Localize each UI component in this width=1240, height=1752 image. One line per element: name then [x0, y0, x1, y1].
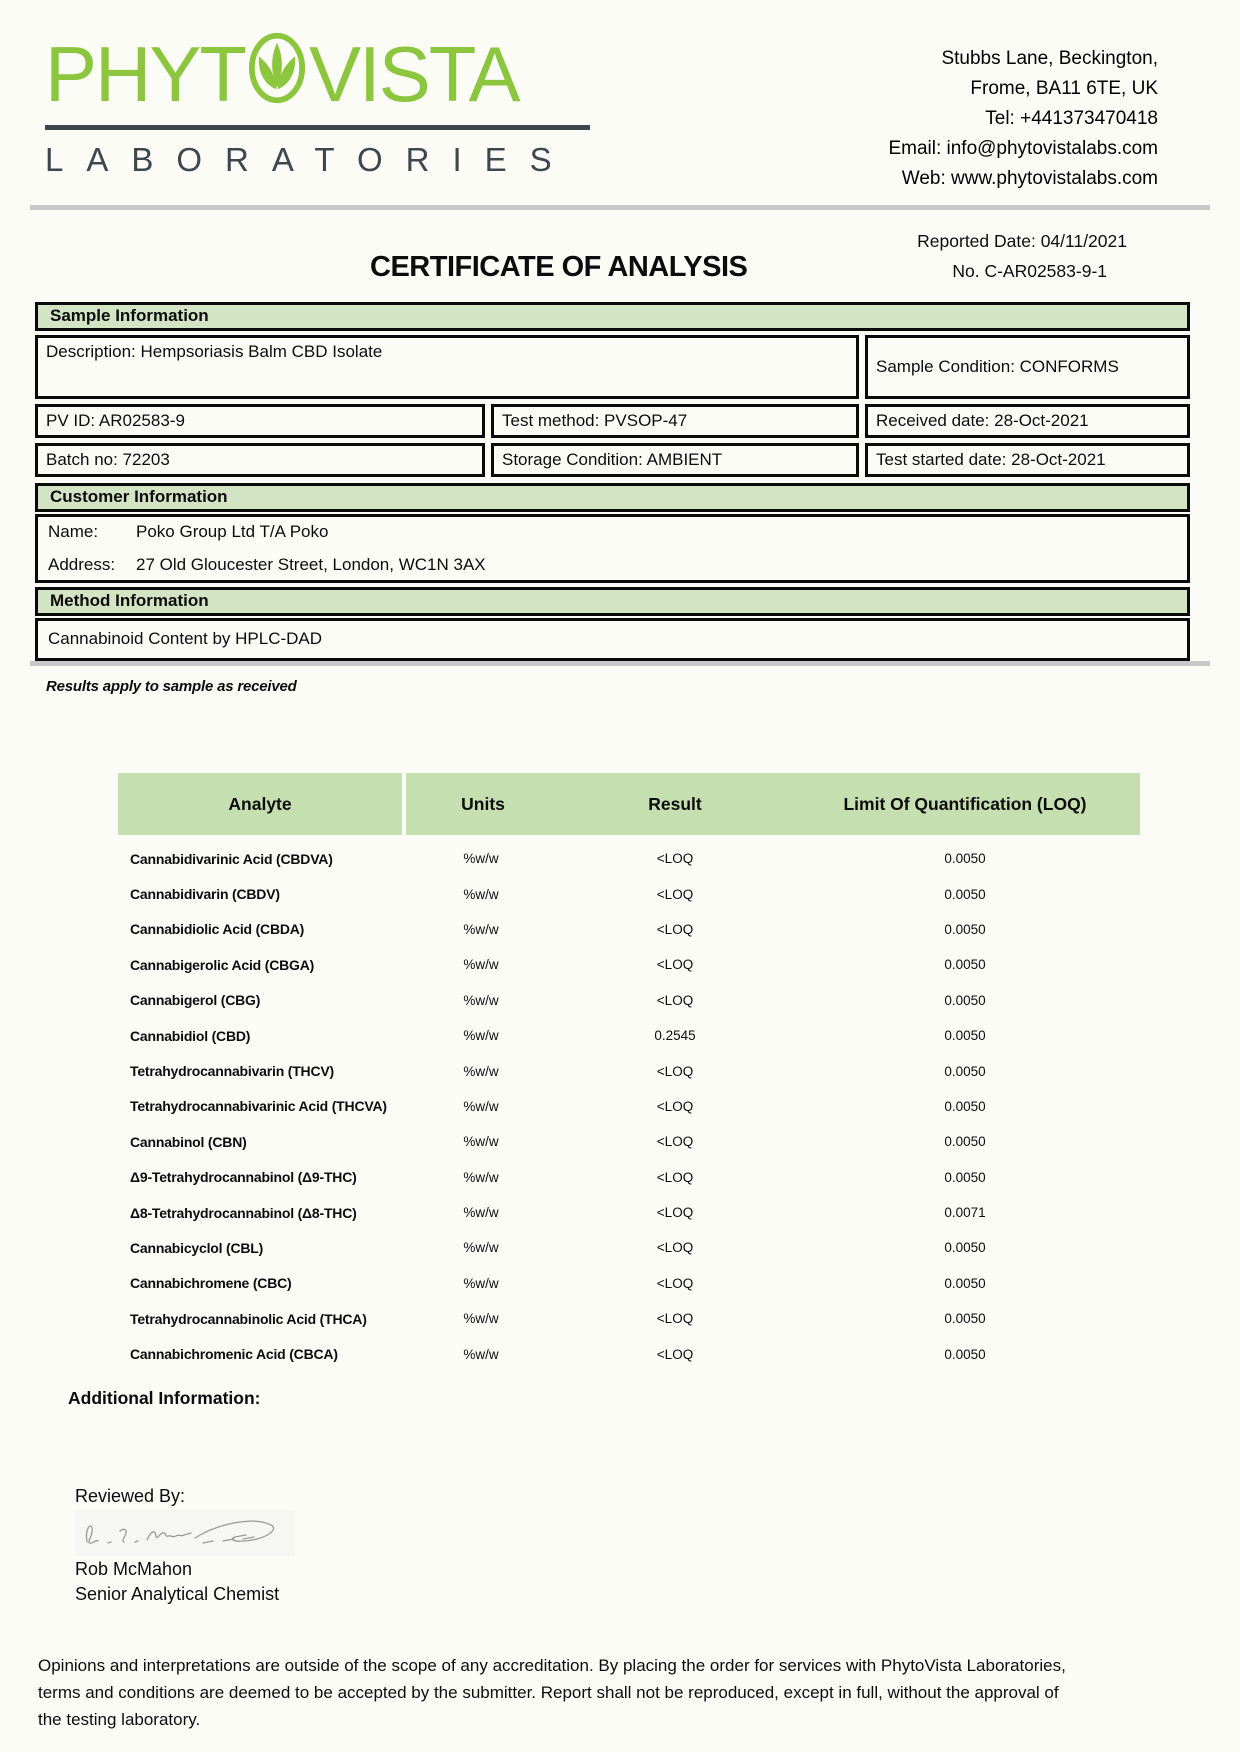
table-row [118, 1195, 1140, 1230]
analyte-name: Cannabidiol (CBD) [130, 1027, 251, 1044]
analyte-result: <LOQ [656, 1311, 694, 1327]
disclaimer-line: the testing laboratory. [38, 1710, 201, 1729]
column-header-units: Units [461, 793, 505, 814]
method-information-header: Method Information [35, 587, 1190, 616]
pv-id: PV ID: AR02583-9 [35, 404, 485, 438]
analyte-result: <LOQ [656, 921, 694, 937]
logo-wordmark [45, 32, 597, 116]
reviewer-title: Senior Analytical Chemist [75, 1584, 280, 1604]
customer-information-header: Customer Information [35, 483, 1190, 512]
report-number: No. C-AR02583-9-1 [952, 261, 1107, 281]
logo-subtitle: LABORATORIES [45, 141, 575, 178]
analyte-loq: 0.0050 [944, 957, 986, 973]
batch-no: Batch no: 72203 [35, 443, 485, 477]
analyte-result: 0.2545 [654, 1028, 696, 1044]
table-row [118, 983, 1140, 1018]
analyte-units: %w/w [463, 921, 499, 937]
analyte-result: <LOQ [656, 1098, 694, 1114]
storage-condition: Storage Condition: AMBIENT [491, 443, 859, 477]
table-row [118, 912, 1140, 947]
table-row [118, 1266, 1140, 1301]
analyte-units: %w/w [463, 1134, 499, 1150]
contact-line: Frome, BA11 6TE, UK [970, 78, 1158, 99]
analyte-units: %w/w [463, 886, 499, 902]
analyte-result: <LOQ [656, 1346, 694, 1362]
table-row [118, 1053, 1140, 1088]
analyte-result: <LOQ [656, 851, 694, 867]
results-divider [30, 661, 1210, 666]
table-row [118, 1124, 1140, 1159]
customer-name-label: Name: [48, 522, 99, 541]
customer-address: 27 Old Gloucester Street, London, WC1N 3AX [136, 555, 486, 574]
sample-id-row [35, 404, 1190, 438]
sample-batch-row [35, 443, 1190, 477]
table-row [118, 947, 1140, 982]
sample-description-row [35, 335, 1190, 399]
analyte-units: %w/w [463, 1098, 499, 1114]
analyte-units: %w/w [463, 1063, 499, 1079]
table-row [118, 1160, 1140, 1195]
disclaimer-line: Opinions and interpretations are outside of the scope of any accreditation. By placing the order for services with PhytoVista Laboratories, [38, 1656, 1066, 1675]
customer-information-box [35, 514, 1190, 583]
analyte-name: Cannabidivarin (CBDV) [130, 886, 280, 903]
results-table [118, 773, 1140, 1372]
analyte-name: Cannabicyclol (CBL) [130, 1239, 264, 1256]
analyte-result: <LOQ [656, 1205, 694, 1221]
analyte-result: <LOQ [656, 1134, 694, 1150]
analyte-units: %w/w [463, 851, 499, 867]
analyte-loq: 0.0050 [944, 851, 986, 867]
logo-divider [45, 125, 590, 130]
analyte-loq: 0.0050 [944, 992, 986, 1008]
analyte-name: Cannabidiolic Acid (CBDA) [130, 921, 305, 938]
method-name: Cannabinoid Content by HPLC-DAD [35, 618, 1190, 661]
column-header-analyte: Analyte [118, 773, 402, 835]
table-row [118, 1089, 1140, 1124]
sample-condition: Sample Condition: CONFORMS [865, 335, 1190, 399]
analyte-result: <LOQ [656, 1063, 694, 1079]
analyte-units: %w/w [463, 1205, 499, 1221]
analyte-loq: 0.0050 [944, 1169, 986, 1185]
analyte-loq: 0.0050 [944, 1028, 986, 1044]
analyte-name: Cannabichromenic Acid (CBCA) [130, 1346, 338, 1363]
column-header-result: Result [648, 793, 702, 814]
analyte-loq: 0.0050 [944, 1063, 986, 1079]
review-block [75, 1486, 295, 1605]
analyte-loq: 0.0050 [944, 1240, 986, 1256]
table-row [118, 1301, 1140, 1336]
page-title: CERTIFICATE OF ANALYSIS [370, 251, 748, 283]
received-date: Received date: 28-Oct-2021 [865, 404, 1190, 438]
logo-text-phyt: PHYT [45, 30, 246, 118]
analyte-loq: 0.0050 [944, 1311, 986, 1327]
logo-text-vista: VISTA [309, 30, 519, 118]
analyte-result: <LOQ [656, 886, 694, 902]
sample-information-header: Sample Information [35, 302, 1190, 331]
customer-address-label: Address: [48, 555, 116, 574]
reported-date: Reported Date: 04/11/2021 [917, 231, 1127, 251]
analyte-loq: 0.0050 [944, 1275, 986, 1291]
analyte-name: Tetrahydrocannabivarinic Acid (THCVA) [130, 1098, 387, 1115]
leaf-o-icon [248, 32, 306, 116]
analyte-name: Δ9-Tetrahydrocannabinol (Δ9-THC) [130, 1169, 357, 1186]
additional-information-label: Additional Information: [68, 1388, 261, 1408]
reviewed-by-label: Reviewed By: [75, 1486, 186, 1506]
analyte-loq: 0.0071 [944, 1205, 986, 1221]
analyte-result: <LOQ [656, 1240, 694, 1256]
contact-line: Tel: +441373470418 [985, 108, 1158, 129]
reviewer-name: Rob McMahon [75, 1559, 193, 1579]
analyte-units: %w/w [463, 1169, 499, 1185]
analyte-loq: 0.0050 [944, 886, 986, 902]
disclaimer-line: terms and conditions are deemed to be accepted by the submitter. Report shall not be reproduced, except in full, without the approval of [38, 1683, 1059, 1702]
sample-description: Description: Hempsoriasis Balm CBD Isolate [35, 335, 859, 399]
analyte-units: %w/w [463, 1240, 499, 1256]
analyte-result: <LOQ [656, 1169, 694, 1185]
table-row [118, 1018, 1140, 1053]
analyte-loq: 0.0050 [944, 1346, 986, 1362]
signature-image [75, 1510, 295, 1556]
analyte-units: %w/w [463, 1275, 499, 1291]
analyte-loq: 0.0050 [944, 1098, 986, 1114]
analyte-units: %w/w [463, 992, 499, 1008]
results-note: Results apply to sample as received [46, 678, 297, 695]
analyte-units: %w/w [463, 957, 499, 973]
analyte-name: Cannabigerol (CBG) [130, 992, 261, 1009]
analyte-name: Cannabigerolic Acid (CBGA) [130, 956, 315, 973]
analyte-result: <LOQ [656, 1275, 694, 1291]
customer-address-row [48, 555, 1177, 575]
customer-name-row [48, 522, 1177, 542]
analyte-loq: 0.0050 [944, 921, 986, 937]
analyte-units: %w/w [463, 1028, 499, 1044]
analyte-name: Cannabidivarinic Acid (CBDVA) [130, 850, 333, 867]
table-row [118, 1230, 1140, 1265]
analyte-units: %w/w [463, 1346, 499, 1362]
test-started-date: Test started date: 28-Oct-2021 [865, 443, 1190, 477]
header-divider [30, 205, 1210, 210]
table-row [118, 1336, 1140, 1371]
results-table-body [118, 841, 1140, 1372]
report-meta [917, 226, 1127, 286]
analyte-name: Cannabichromene (CBC) [130, 1275, 292, 1292]
analyte-result: <LOQ [656, 992, 694, 1008]
analyte-name: Tetrahydrocannabivarin (THCV) [130, 1063, 334, 1080]
customer-name: Poko Group Ltd T/A Poko [136, 522, 329, 541]
phytovista-logo [45, 32, 597, 179]
analyte-units: %w/w [463, 1311, 499, 1327]
contact-line: Email: info@phytovistalabs.com [888, 138, 1158, 159]
analyte-result: <LOQ [656, 957, 694, 973]
results-table-header-right [406, 773, 1140, 835]
test-method: Test method: PVSOP-47 [491, 404, 859, 438]
information-section [35, 302, 1190, 661]
analyte-loq: 0.0050 [944, 1134, 986, 1150]
column-header-loq: Limit Of Quantification (LOQ) [843, 793, 1087, 814]
disclaimer-text [38, 1652, 1198, 1733]
results-table-header [118, 773, 1140, 835]
contact-line: Stubbs Lane, Beckington, [941, 48, 1158, 69]
table-row [118, 876, 1140, 911]
contact-line: Web: www.phytovistalabs.com [901, 168, 1158, 189]
table-row [118, 841, 1140, 876]
analyte-name: Δ8-Tetrahydrocannabinol (Δ8-THC) [130, 1204, 357, 1221]
analyte-name: Cannabinol (CBN) [130, 1133, 247, 1150]
lab-contact-block [888, 44, 1158, 194]
analyte-name: Tetrahydrocannabinolic Acid (THCA) [130, 1310, 367, 1327]
